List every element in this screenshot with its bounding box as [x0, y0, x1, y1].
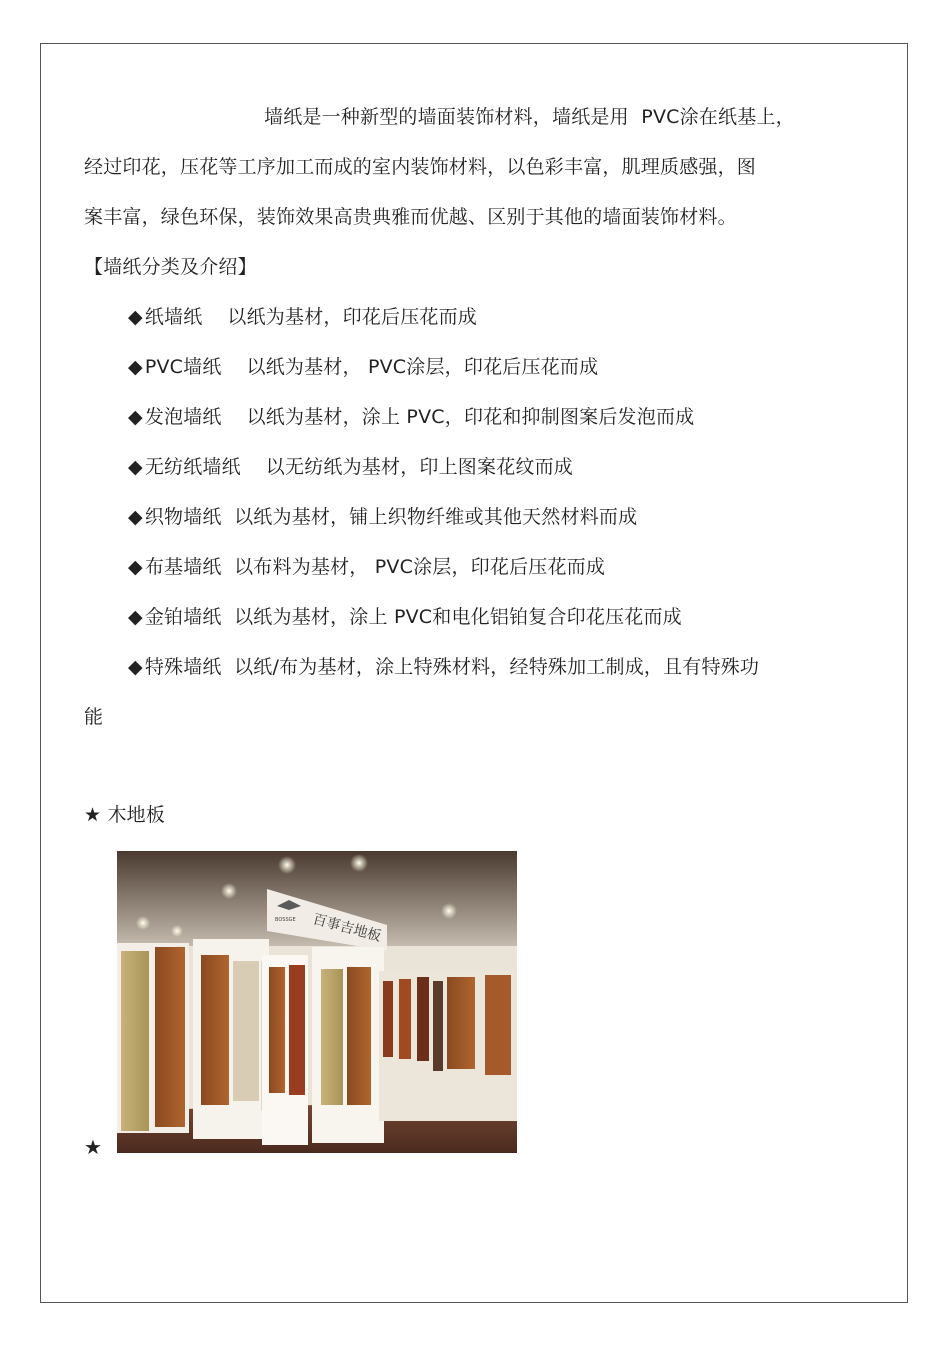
diamond-bullet-icon: ◆: [128, 456, 143, 478]
intro-line-1: 墙纸是一种新型的墙面装饰材料，墙纸是用 PVC涂在纸基上，: [264, 106, 795, 128]
list-item: [128, 454, 573, 480]
intro-line-2: 经过印花，压花等工序加工而成的室内装饰材料，以色彩丰富，肌理质感强，图: [84, 156, 757, 178]
floor-heading-text: 木地板: [107, 804, 166, 826]
item-desc: 以纸为基材，涂上 PVC，印花和抑制图案后发泡而成: [246, 406, 695, 428]
item-desc: 以布料为基材， PVC涂层，印花后压花而成: [234, 556, 606, 578]
item-name: 发泡墙纸: [144, 406, 222, 428]
item-desc: 以无纺纸为基材，印上图案花纹而成: [265, 456, 573, 478]
diamond-bullet-icon: ◆: [128, 656, 143, 678]
list-item: [128, 554, 605, 580]
item-name: 无纺纸墙纸: [144, 456, 241, 478]
floor-heading: [84, 802, 165, 828]
diamond-bullet-icon: ◆: [128, 506, 143, 528]
list-item: [128, 654, 759, 680]
sign-logo: BOSSGE: [275, 917, 296, 923]
showroom-photo: [117, 851, 517, 1153]
item-name: 纸墙纸: [144, 306, 203, 328]
diamond-bullet-icon: ◆: [128, 356, 143, 378]
diamond-bullet-icon: ◆: [128, 606, 143, 628]
sign-text: 百事吉地板: [310, 911, 383, 945]
diamond-bullet-icon: ◆: [128, 406, 143, 428]
list-item: [128, 304, 477, 330]
diamond-bullet-icon: ◆: [128, 556, 143, 578]
item-desc: 以纸为基材，印花后压花而成: [227, 306, 477, 328]
section-heading: 【墙纸分类及介绍】: [84, 256, 257, 278]
item-wrap-line: 能: [84, 706, 104, 728]
diamond-bullet-icon: ◆: [128, 306, 143, 328]
star-icon: ★: [84, 804, 102, 826]
item-desc: 以纸为基材，涂上 PVC和电化铝铂复合印花压花而成: [234, 606, 682, 628]
item-name: 布基墙纸: [144, 556, 222, 578]
item-desc: 以纸/布为基材，涂上特殊材料，经特殊加工制成，且有特殊功: [234, 656, 760, 678]
list-item: [128, 404, 694, 430]
list-item: [128, 354, 598, 380]
star-icon: ★: [84, 1135, 102, 1159]
item-name: 特殊墙纸: [144, 656, 222, 678]
showroom-illustration: [117, 851, 517, 1153]
item-name: PVC墙纸: [144, 356, 222, 378]
intro-line-3: 案丰富，绿色环保，装饰效果高贵典雅而优越、区别于其他的墙面装饰材料。: [84, 206, 737, 228]
list-item: [128, 604, 682, 630]
item-name: 织物墙纸: [144, 506, 222, 528]
item-name: 金铂墙纸: [144, 606, 222, 628]
item-desc: 以纸为基材，铺上织物纤维或其他天然材料而成: [234, 506, 638, 528]
list-item: [128, 504, 637, 530]
item-desc: 以纸为基材， PVC涂层，印花后压花而成: [246, 356, 599, 378]
